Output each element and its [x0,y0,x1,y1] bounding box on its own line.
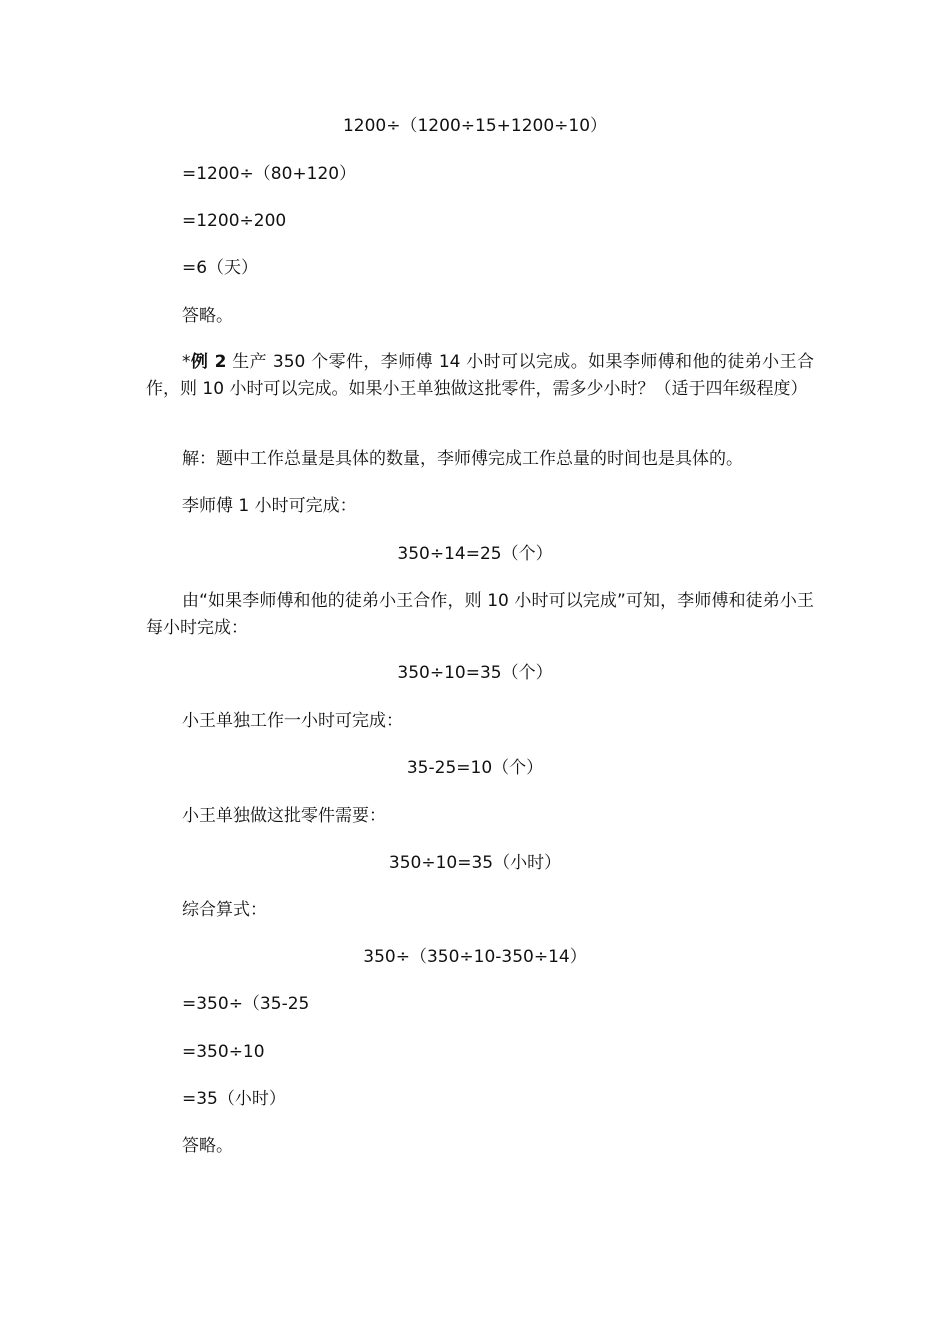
calc-result: =35（小时） [182,1089,286,1109]
calc-step: =350÷（35-25 [182,994,310,1014]
calc-step: =1200÷（80+120） [182,164,357,184]
solution-intro: 解：题中工作总量是具体的数量，李师傅完成工作总量的时间也是具体的。 [182,449,743,469]
calc-step: =1200÷200 [182,211,287,231]
answer-note: 答略。 [182,1136,233,1156]
step-description: 李师傅 1 小时可完成： [182,496,357,516]
equation: 35-25=10（个） [406,758,544,778]
answer-note: 答略。 [182,306,233,326]
example-problem-text: 生产 350 个零件，李师傅 14 小时可以完成。如果李师傅和他的徒弟小王合作，则 10 小时可以完成。如果小王单独做这批零件，需多少小时？（适于四年级程度） [146,352,814,399]
example-problem [146,349,814,403]
example-label: 例 2 [190,352,227,372]
calc-result: =6（天） [182,258,259,278]
step-description: 综合算式： [182,900,267,920]
expression-line: 1200÷（1200÷15+1200÷10） [342,116,608,136]
step-description-paragraph: 由“如果李师傅和他的徒弟小王合作，则 10 小时可以完成”可知，李师傅和徒弟小王每小时完成： [146,591,814,638]
step-description: 小王单独工作一小时可完成： [182,711,403,731]
equation: 350÷14=25（个） [397,544,553,564]
expression-line: 350÷（350÷10-350÷14） [363,947,587,967]
step-description: 小王单独做这批零件需要： [182,806,386,826]
example-star: * [182,352,191,372]
calc-step: =350÷10 [182,1042,265,1062]
equation: 350÷10=35（个） [397,663,553,683]
equation: 350÷10=35（小时） [388,853,562,873]
